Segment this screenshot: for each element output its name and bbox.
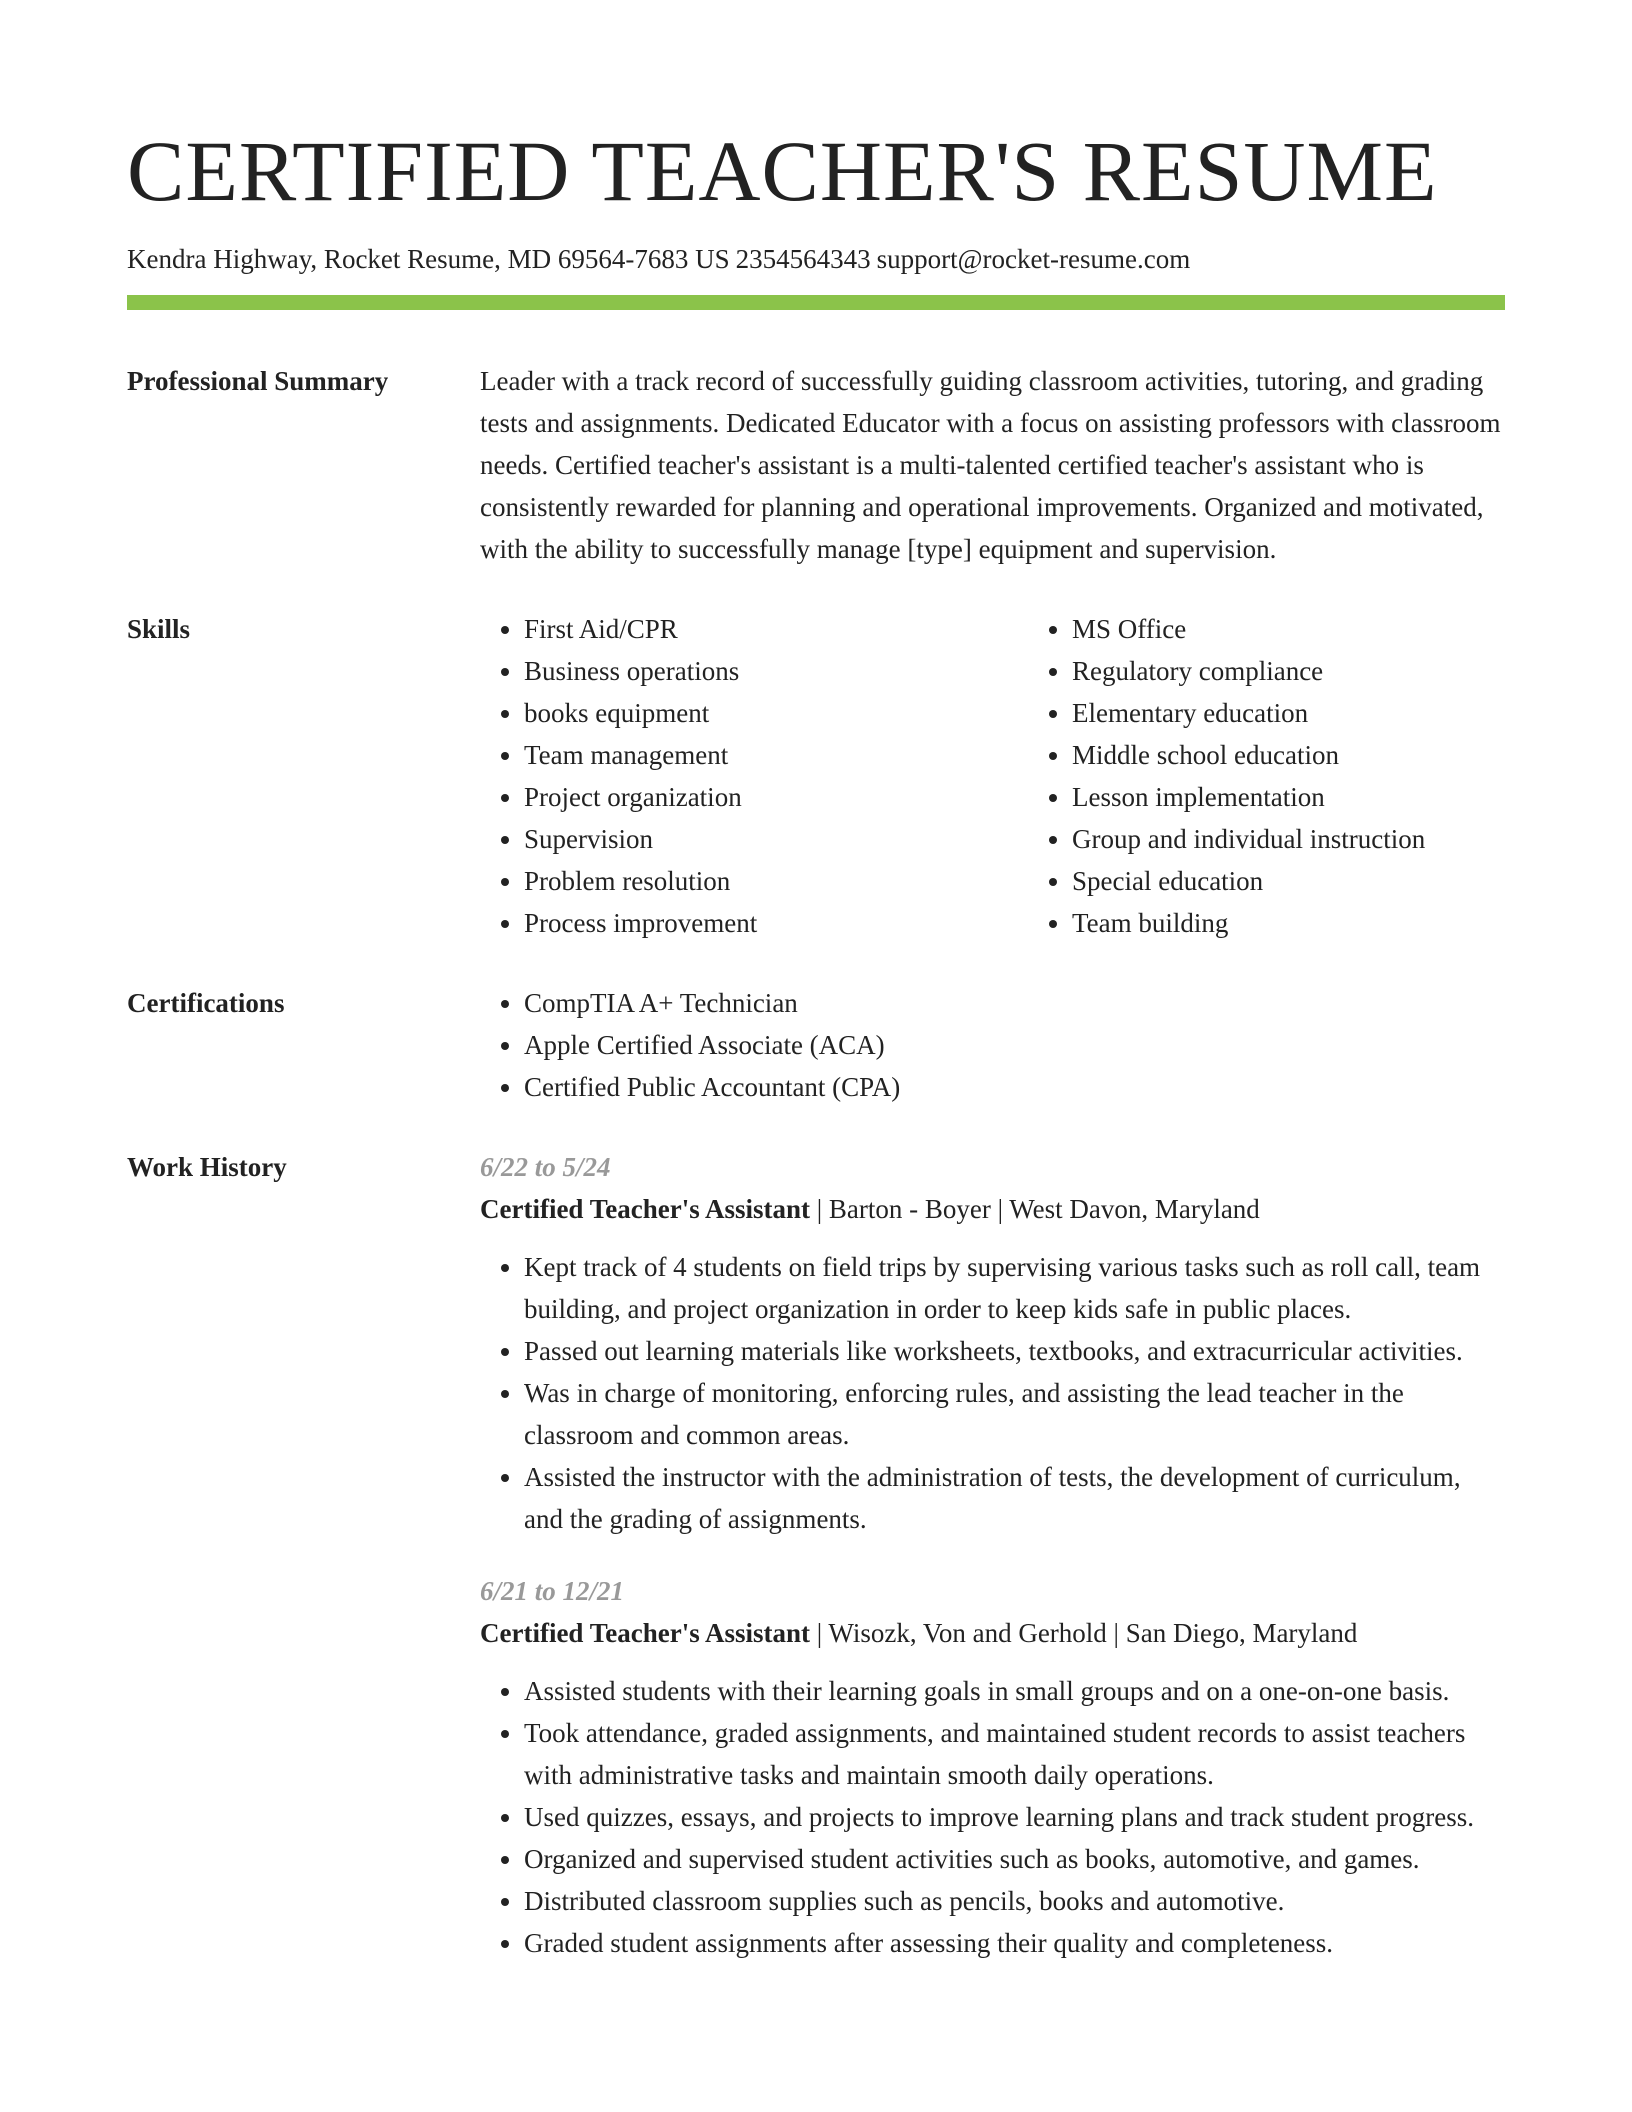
summary-text: Leader with a track record of successfully guiding classroom activities, tutoring, and grading tests and assignments. Dedicated Educator with a focus on assisting professors with classroom needs. Certified teacher's assistant is a multi-talented certified teacher's assistant who is consistently rewarded for planning and operational improvements. Organized and motivated, with the ability to successfully manage [type] equipment and supervision. bbox=[480, 366, 1501, 564]
job-role-line bbox=[480, 1188, 1505, 1230]
job-entry bbox=[480, 1146, 1505, 1540]
skill-item: • Elementary education bbox=[1072, 692, 1576, 734]
skill-item: • Middle school education bbox=[1072, 734, 1576, 776]
job-bullet: • Organized and supervised student activities such as books, automotive, and games. bbox=[524, 1838, 1505, 1880]
job-employer-location: | Wisozk, Von and Gerhold | San Diego, Maryland bbox=[810, 1618, 1358, 1648]
contact-line bbox=[127, 241, 1505, 277]
skill-item: • Lesson implementation bbox=[1072, 776, 1576, 818]
job-bullet: • Assisted the instructor with the administration of tests, the development of curriculum, and the grading of assignments. bbox=[524, 1456, 1505, 1540]
skill-item: • MS Office bbox=[1072, 608, 1576, 650]
certification-item: • CompTIA A+ Technician bbox=[524, 982, 1505, 1024]
contact-phone: 2354564343 bbox=[735, 244, 871, 274]
skills-list-left bbox=[480, 608, 1028, 944]
certification-item: • Apple Certified Associate (ACA) bbox=[524, 1024, 1505, 1066]
certifications-list bbox=[480, 982, 1505, 1108]
job-bullets bbox=[480, 1246, 1505, 1540]
skill-item: • First Aid/CPR bbox=[524, 608, 1028, 650]
skill-item: • Problem resolution bbox=[524, 860, 1028, 902]
job-bullet: • Distributed classroom supplies such as pencils, books and automotive. bbox=[524, 1880, 1505, 1922]
job-bullet: • Was in charge of monitoring, enforcing rules, and assisting the lead teacher in the classroom and common areas. bbox=[524, 1372, 1505, 1456]
contact-email: support@rocket-resume.com bbox=[876, 244, 1191, 274]
skills-label: Skills bbox=[127, 614, 191, 644]
skill-item: • Process improvement bbox=[524, 902, 1028, 944]
certification-item: • Certified Public Accountant (CPA) bbox=[524, 1066, 1505, 1108]
job-employer-location: | Barton - Boyer | West Davon, Maryland bbox=[810, 1194, 1260, 1224]
skill-item: • Project organization bbox=[524, 776, 1028, 818]
job-role-line bbox=[480, 1612, 1505, 1654]
certifications-section bbox=[127, 982, 1505, 1108]
summary-label: Professional Summary bbox=[127, 366, 389, 396]
skill-item: • books equipment bbox=[524, 692, 1028, 734]
job-dates: 6/21 to 12/21 bbox=[480, 1576, 625, 1606]
job-bullet: • Assisted students with their learning goals in small groups and on a one-on-one basis. bbox=[524, 1670, 1505, 1712]
summary-section bbox=[127, 360, 1505, 570]
job-bullet: • Used quizzes, essays, and projects to improve learning plans and track student progress. bbox=[524, 1796, 1505, 1838]
job-bullets bbox=[480, 1670, 1505, 1964]
skills-columns bbox=[480, 608, 1576, 944]
job-bullet: • Passed out learning materials like worksheets, textbooks, and extracurricular activities. bbox=[524, 1330, 1505, 1372]
job-bullet: • Kept track of 4 students on field trips by supervising various tasks such as roll call, team building, and project organization in order to keep kids safe in public places. bbox=[524, 1246, 1505, 1330]
certifications-content bbox=[480, 982, 1505, 1108]
skill-item: • Team management bbox=[524, 734, 1028, 776]
job-title: Certified Teacher's Assistant bbox=[480, 1618, 810, 1648]
resume-title: CERTIFIED TEACHER'S RESUME bbox=[127, 123, 1438, 219]
contact-address: Kendra Highway, Rocket Resume, MD 69564-7683 US bbox=[127, 244, 730, 274]
job-bullet: • Graded student assignments after assessing their quality and completeness. bbox=[524, 1922, 1505, 1964]
skill-item: • Regulatory compliance bbox=[1072, 650, 1576, 692]
job-dates: 6/22 to 5/24 bbox=[480, 1152, 611, 1182]
job-entry bbox=[480, 1570, 1505, 1964]
certifications-label: Certifications bbox=[127, 988, 285, 1018]
skill-item: • Team building bbox=[1072, 902, 1576, 944]
skill-item: • Business operations bbox=[524, 650, 1028, 692]
work-history-label: Work History bbox=[127, 1152, 287, 1182]
header-divider bbox=[127, 295, 1505, 310]
job-title: Certified Teacher's Assistant bbox=[480, 1194, 810, 1224]
skill-item: • Supervision bbox=[524, 818, 1028, 860]
skill-item: • Group and individual instruction bbox=[1072, 818, 1576, 860]
work-history-content bbox=[480, 1146, 1505, 1964]
skills-list-right bbox=[1028, 608, 1576, 944]
skills-section bbox=[127, 608, 1505, 944]
job-bullet: • Took attendance, graded assignments, and maintained student records to assist teachers with administrative tasks and maintain smooth daily operations. bbox=[524, 1712, 1505, 1796]
skill-item: • Special education bbox=[1072, 860, 1576, 902]
work-history-section bbox=[127, 1146, 1505, 1964]
